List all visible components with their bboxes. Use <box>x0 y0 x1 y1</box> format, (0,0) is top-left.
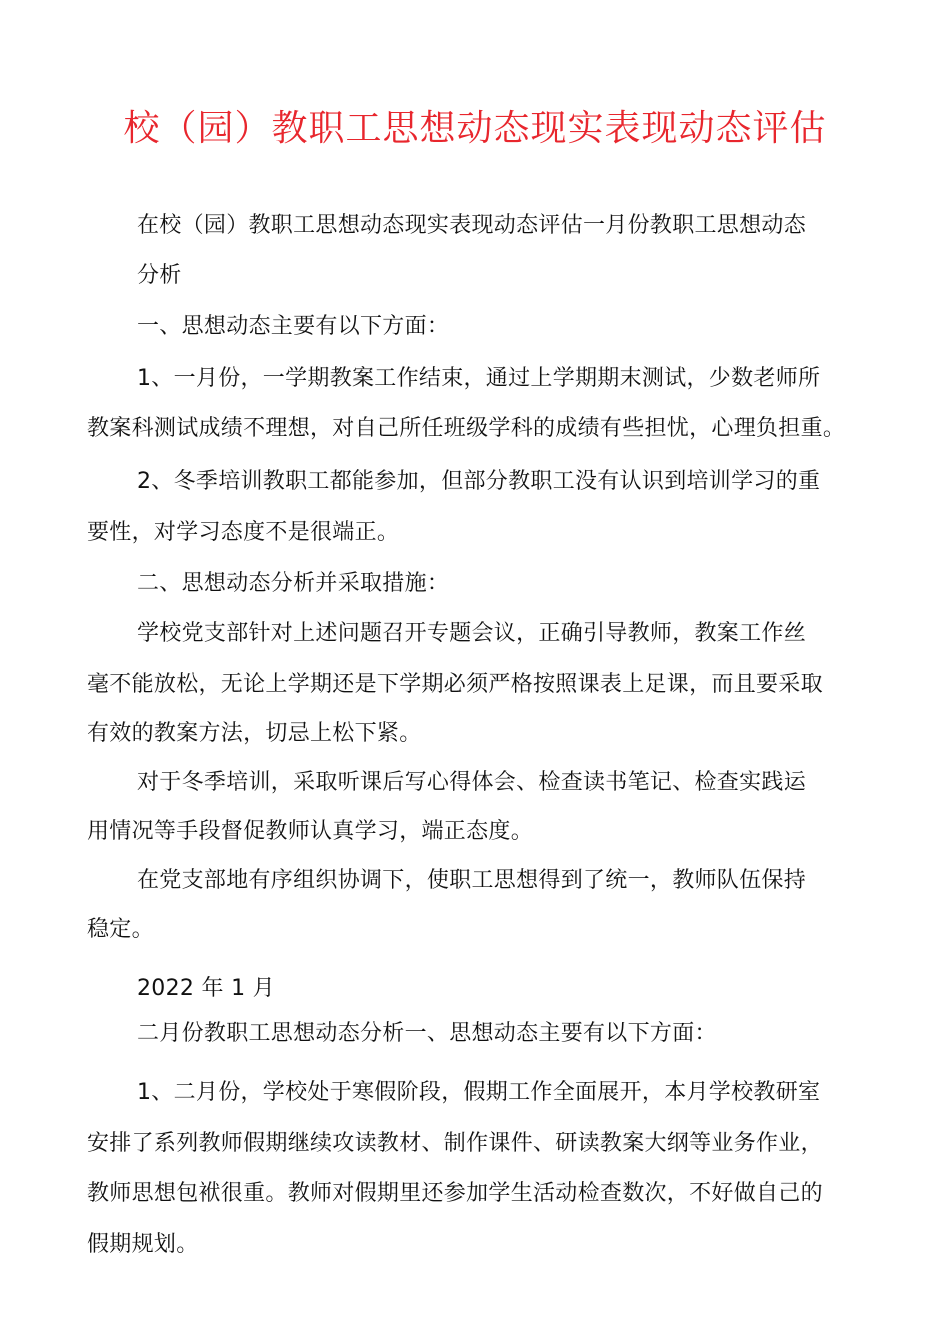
paragraph-line: 用情况等手段督促教师认真学习，端正态度。 <box>87 819 534 844</box>
paragraph-line: 在党支部地有序组织协调下，使职工思想得到了统一，教师队伍保持 <box>137 868 807 893</box>
document-title: 校（园）教职工思想动态现实表现动态评估 <box>123 108 827 149</box>
paragraph-line: 有效的教案方法，切忌上松下紧。 <box>87 721 422 746</box>
paragraph-line: 对于冬季培训，采取听课后写心得体会、检查读书笔记、检查实践运 <box>137 770 807 795</box>
paragraph-line: 稳定。 <box>87 917 154 942</box>
paragraph-line: 假期规划。 <box>87 1232 199 1257</box>
section-heading: 二、思想动态分析并采取措施： <box>137 571 450 596</box>
paragraph-line: 1、二月份，学校处于寒假阶段，假期工作全面展开，本月学校教研室 <box>137 1080 821 1105</box>
paragraph-line: 安排了系列教师假期继续攻读教材、制作课件、研读教案大纲等业务作业， <box>87 1131 823 1156</box>
paragraph-line: 毫不能放松，无论上学期还是下学期必须严格按照课表上足课，而且要采取 <box>87 672 823 697</box>
paragraph-line: 学校党支部针对上述问题召开专题会议，正确引导教师，教案工作丝 <box>137 621 807 646</box>
date-line: 2022 年 1 月 <box>137 976 275 1001</box>
paragraph-line: 在校（园）教职工思想动态现实表现动态评估一月份教职工思想动态 <box>137 213 807 238</box>
paragraph-line: 2、冬季培训教职工都能参加，但部分教职工没有认识到培训学习的重 <box>137 469 821 494</box>
paragraph-line: 教师思想包袱很重。教师对假期里还参加学生活动检查数次，不好做自己的 <box>87 1181 823 1206</box>
section-heading: 二月份教职工思想动态分析一、思想动态主要有以下方面： <box>137 1021 717 1046</box>
section-heading: 一、思想动态主要有以下方面： <box>137 314 450 339</box>
paragraph-line: 要性，对学习态度不是很端正。 <box>87 520 400 545</box>
paragraph-line: 教案科测试成绩不理想，对自己所任班级学科的成绩有些担忧，心理负担重。 <box>87 416 846 441</box>
paragraph-line: 分析 <box>137 263 182 288</box>
paragraph-line: 1、一月份，一学期教案工作结束，通过上学期期末测试，少数老师所 <box>137 366 821 391</box>
